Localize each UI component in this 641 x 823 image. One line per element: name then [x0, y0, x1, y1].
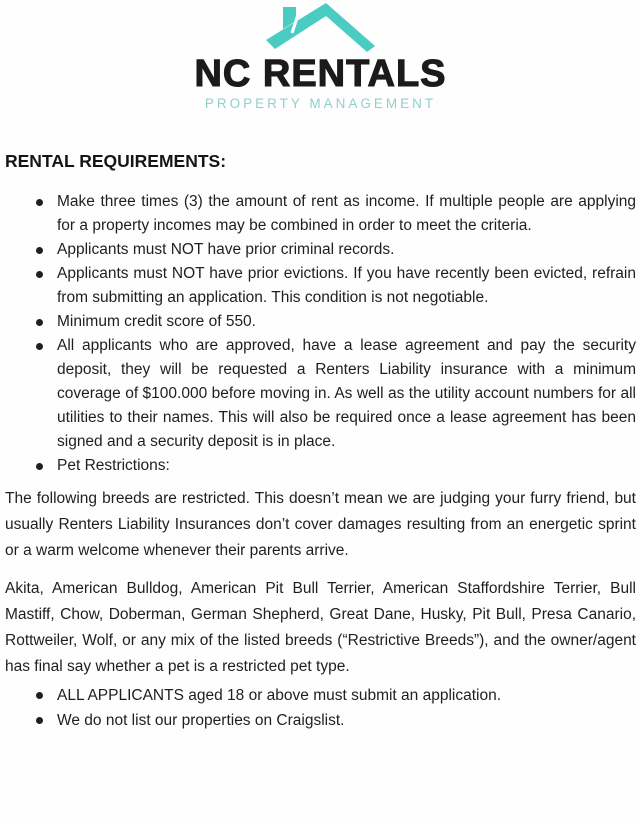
pet-restrictions-intro-paragraph: The following breeds are restricted. This doesn’t mean we are judging your furry friend, but usually Renters Liability Insurances don’t cover damages resulting from an energetic sprint or a warm welcome whenever their parents arrive. — [5, 490, 636, 559]
requirement-item-income: Make three times (3) the amount of rent as income. If multiple people are applying for a property incomes may be combined in order to meet the criteria. — [57, 190, 636, 238]
logo — [0, 0, 641, 111]
requirement-item-criminal: Applicants must NOT have prior criminal records. — [57, 238, 636, 262]
page-title: RENTAL REQUIREMENTS: — [5, 151, 227, 171]
footer-item-applicants-age: ALL APPLICANTS aged 18 or above must submit an application. — [57, 683, 636, 708]
requirement-item-pet-restrictions: Pet Restrictions: — [57, 454, 636, 478]
requirements-list — [0, 190, 641, 478]
footer-notes-list — [0, 683, 641, 733]
requirement-item-insurance: All applicants who are approved, have a lease agreement and pay the security deposit, they will be requested a Renters Liability insurance with a minimum coverage of $100.000 before moving in. As well as the utility account numbers for all utilities to their names. This will also be required once a lease agreement has been signed and a security deposit is in place. — [57, 334, 636, 454]
footer-item-craigslist: We do not list our properties on Craigslist. — [57, 708, 636, 733]
house-roof-icon — [265, 2, 377, 52]
requirement-item-credit-score: Minimum credit score of 550. — [57, 310, 636, 334]
brand-name: NC RENTALS — [194, 53, 447, 95]
restricted-breeds-paragraph: Akita, American Bulldog, American Pit Bull Terrier, American Staffordshire Terrier, Bull Mastiff, Chow, Doberman, German Shepherd, Great Dane, Husky, Pit Bull, Presa Canario, Rottweiler, Wolf, or any mix of the listed breeds (“Restrictive Breeds”), and the owner/agent has final say whether a pet is a restricted pet type. — [5, 580, 636, 675]
brand-tagline: PROPERTY MANAGEMENT — [204, 96, 437, 111]
requirement-item-evictions: Applicants must NOT have prior evictions. If you have recently been evicted, refrain from submitting an application. This condition is not negotiable. — [57, 262, 636, 310]
